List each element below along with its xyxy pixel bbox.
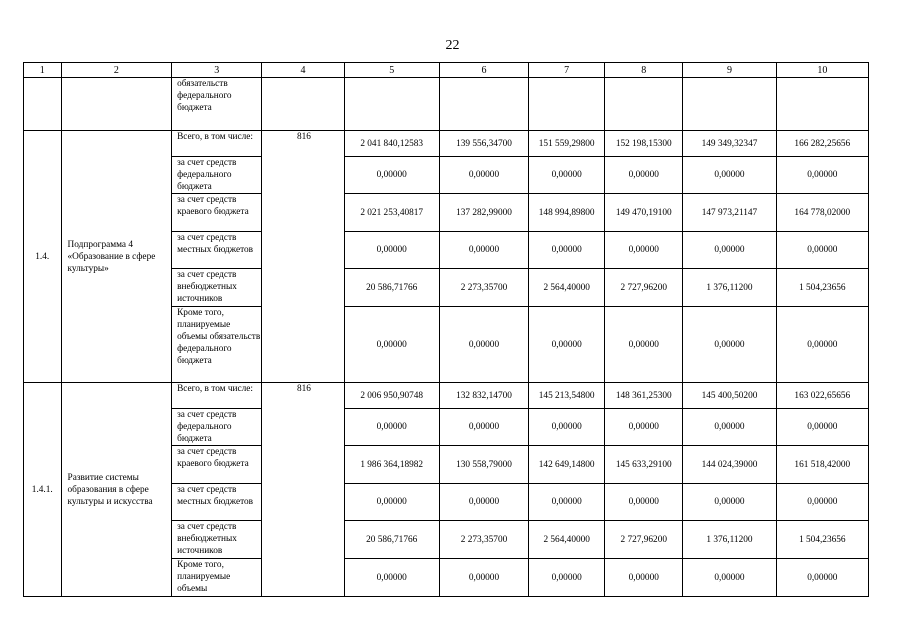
value-cell: 0,00000 <box>529 232 605 269</box>
value-cell: 1 504,23656 <box>776 269 868 307</box>
section-name: Развитие системы образования в сфере культуры и искусства <box>61 383 172 597</box>
value-cell: 0,00000 <box>344 409 439 446</box>
column-header: 6 <box>439 63 528 78</box>
value-cell: 0,00000 <box>776 559 868 597</box>
value-cell: 0,00000 <box>529 157 605 194</box>
value-cell: 0,00000 <box>439 232 528 269</box>
value-cell <box>344 78 439 131</box>
value-cell: 0,00000 <box>439 559 528 597</box>
value-cell: 2 273,35700 <box>439 269 528 307</box>
value-cell: 144 024,39000 <box>683 446 776 484</box>
value-cell: 0,00000 <box>605 232 683 269</box>
value-cell <box>605 78 683 131</box>
budget-table-body <box>24 63 869 597</box>
column-header: 3 <box>172 63 262 78</box>
empty-cell <box>61 78 172 131</box>
value-cell: 20 586,71766 <box>344 521 439 559</box>
column-header: 7 <box>529 63 605 78</box>
value-cell: 0,00000 <box>344 307 439 383</box>
column-header: 10 <box>776 63 868 78</box>
value-cell: 142 649,14800 <box>529 446 605 484</box>
section-number: 1.4. <box>24 131 62 383</box>
value-cell: 0,00000 <box>439 307 528 383</box>
value-cell: 130 558,79000 <box>439 446 528 484</box>
value-cell: 145 400,50200 <box>683 383 776 409</box>
value-cell: 0,00000 <box>776 307 868 383</box>
value-cell: 0,00000 <box>344 157 439 194</box>
value-cell: 152 198,15300 <box>605 131 683 157</box>
value-cell: 0,00000 <box>605 484 683 521</box>
value-cell: 149 470,19100 <box>605 194 683 232</box>
value-cell: 0,00000 <box>439 409 528 446</box>
table-row <box>24 78 869 131</box>
value-cell: 0,00000 <box>683 307 776 383</box>
funding-source: за счет средств внебюджетных источников <box>172 269 262 307</box>
empty-cell <box>262 78 344 131</box>
value-cell: 0,00000 <box>776 157 868 194</box>
value-cell: 0,00000 <box>439 484 528 521</box>
funding-source: за счет средств краевого бюджета <box>172 194 262 232</box>
funding-source: за счет средств внебюджетных источников <box>172 521 262 559</box>
value-cell: 2 021 253,40817 <box>344 194 439 232</box>
section-number: 1.4.1. <box>24 383 62 597</box>
value-cell: 0,00000 <box>776 232 868 269</box>
budget-table <box>23 62 869 597</box>
column-header: 1 <box>24 63 62 78</box>
value-cell: 151 559,29800 <box>529 131 605 157</box>
header-row <box>24 63 869 78</box>
value-cell: 0,00000 <box>529 307 605 383</box>
value-cell: 0,00000 <box>776 409 868 446</box>
value-cell: 0,00000 <box>529 484 605 521</box>
funding-source: Кроме того, планируемые объемы обязательств федерального бюджета <box>172 307 262 383</box>
column-header: 9 <box>683 63 776 78</box>
value-cell: 161 518,42000 <box>776 446 868 484</box>
page-number: 22 <box>445 38 460 53</box>
table-row <box>24 383 869 409</box>
program-code: 816 <box>296 384 311 394</box>
value-cell: 2 727,96200 <box>605 269 683 307</box>
value-cell: 0,00000 <box>344 559 439 597</box>
value-cell: 145 213,54800 <box>529 383 605 409</box>
value-cell: 0,00000 <box>605 307 683 383</box>
funding-source: за счет средств местных бюджетов <box>172 232 262 269</box>
value-cell: 20 586,71766 <box>344 269 439 307</box>
value-cell: 166 282,25656 <box>776 131 868 157</box>
value-cell <box>683 78 776 131</box>
value-cell: 148 994,89800 <box>529 194 605 232</box>
value-cell: 0,00000 <box>344 484 439 521</box>
value-cell: 149 349,32347 <box>683 131 776 157</box>
value-cell: 139 556,34700 <box>439 131 528 157</box>
empty-cell <box>24 78 62 131</box>
column-header: 4 <box>262 63 344 78</box>
value-cell: 1 504,23656 <box>776 521 868 559</box>
funding-source: за счет средств федерального бюджета <box>172 157 262 194</box>
value-cell: 0,00000 <box>605 409 683 446</box>
value-cell: 145 633,29100 <box>605 446 683 484</box>
value-cell: 1 376,11200 <box>683 521 776 559</box>
section-name: Подпрограмма 4 «Образование в сфере культуры» <box>61 131 172 383</box>
funding-source: за счет средств федерального бюджета <box>172 409 262 446</box>
funding-source: Кроме того, планируемые объемы <box>172 559 262 597</box>
program-code-cell <box>262 131 344 383</box>
funding-source: Всего, в том числе: <box>172 383 262 409</box>
funding-source: за счет средств краевого бюджета <box>172 446 262 484</box>
value-cell: 0,00000 <box>439 157 528 194</box>
program-code: 816 <box>296 132 311 142</box>
value-cell: 0,00000 <box>683 484 776 521</box>
value-cell: 2 006 950,90748 <box>344 383 439 409</box>
value-cell: 1 376,11200 <box>683 269 776 307</box>
value-cell: 2 564,40000 <box>529 269 605 307</box>
value-cell: 2 564,40000 <box>529 521 605 559</box>
value-cell: 164 778,02000 <box>776 194 868 232</box>
value-cell: 132 832,14700 <box>439 383 528 409</box>
funding-source: обязательств федерального бюджета <box>172 78 262 131</box>
value-cell <box>439 78 528 131</box>
program-code-cell <box>262 383 344 597</box>
value-cell <box>529 78 605 131</box>
value-cell: 148 361,25300 <box>605 383 683 409</box>
value-cell: 0,00000 <box>776 484 868 521</box>
funding-source: Всего, в том числе: <box>172 131 262 157</box>
value-cell <box>776 78 868 131</box>
table-row <box>24 131 869 157</box>
value-cell: 1 986 364,18982 <box>344 446 439 484</box>
column-header: 8 <box>605 63 683 78</box>
column-header: 2 <box>61 63 172 78</box>
value-cell: 0,00000 <box>683 409 776 446</box>
value-cell: 2 727,96200 <box>605 521 683 559</box>
value-cell: 0,00000 <box>605 157 683 194</box>
value-cell: 0,00000 <box>683 232 776 269</box>
value-cell: 163 022,65656 <box>776 383 868 409</box>
value-cell: 0,00000 <box>683 157 776 194</box>
value-cell: 0,00000 <box>683 559 776 597</box>
value-cell: 137 282,99000 <box>439 194 528 232</box>
value-cell: 0,00000 <box>605 559 683 597</box>
value-cell: 147 973,21147 <box>683 194 776 232</box>
value-cell: 2 273,35700 <box>439 521 528 559</box>
value-cell: 0,00000 <box>529 409 605 446</box>
value-cell: 0,00000 <box>529 559 605 597</box>
column-header: 5 <box>344 63 439 78</box>
value-cell: 0,00000 <box>344 232 439 269</box>
funding-source: за счет средств местных бюджетов <box>172 484 262 521</box>
value-cell: 2 041 840,12583 <box>344 131 439 157</box>
